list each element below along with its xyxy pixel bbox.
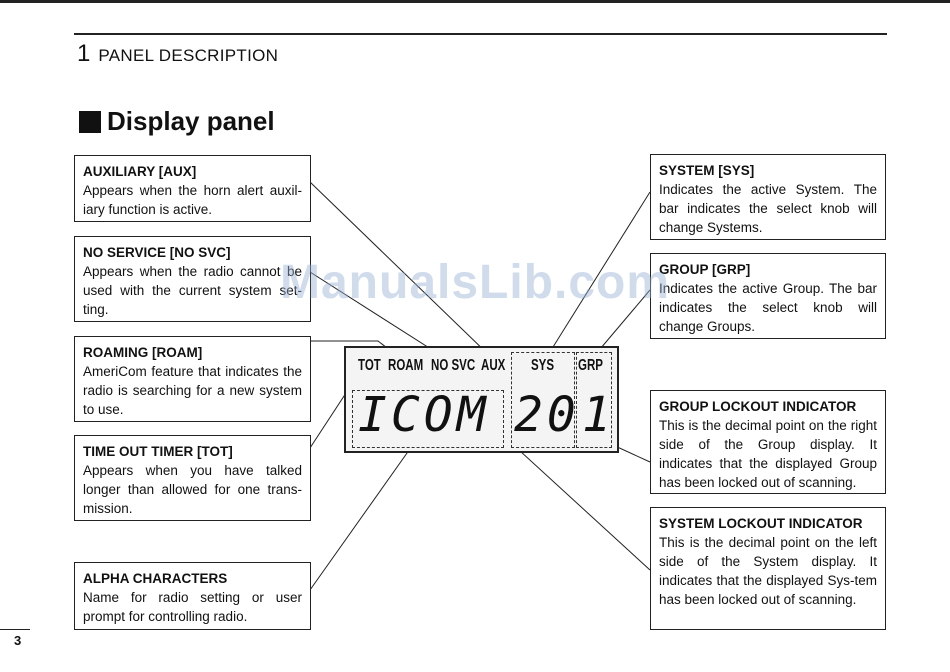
page-number-rule [0, 629, 30, 630]
page-number: 3 [14, 633, 22, 648]
leader-syslock [508, 440, 650, 570]
callout-aux-body: Appears when the horn alert auxil-iary function is active. [83, 183, 302, 217]
callout-grp-body: Indicates the active Group. The bar indicates the select knob will change Groups. [659, 281, 877, 334]
callout-nosvc-title: NO SERVICE [NO SVC] [83, 245, 231, 260]
section-number: 1 [77, 40, 91, 67]
section-title: PANEL DESCRIPTION [98, 46, 279, 65]
lcd-sys-indicator: SYS [531, 357, 555, 374]
callout-aux-title: AUXILIARY [AUX] [83, 164, 197, 179]
page-title: Display panel [107, 106, 275, 136]
callout-aux [74, 155, 311, 222]
lcd-nosvc-indicator: NO SVC [431, 357, 476, 374]
callout-syslock [650, 507, 886, 630]
callout-alpha-body: Name for radio setting or user prompt for controlling radio. [83, 590, 302, 624]
callout-tot-body: Appears when you have talked longer than allowed for one trans-mission. [83, 463, 302, 516]
callout-tot [74, 435, 311, 521]
callout-syslock-body: This is the decimal point on the left side of the System display. It indicates that the displayed Sys-tem has been locked out of scanning. [659, 535, 877, 607]
callout-nosvc [74, 236, 311, 322]
callout-syslock-title: SYSTEM LOCKOUT INDICATOR [659, 516, 863, 531]
callout-nosvc-body: Appears when the radio cannot be used with the current system set-ting. [83, 264, 302, 317]
callout-roam-body: AmeriCom feature that indicates the radio is searching for a new system to use. [83, 364, 302, 417]
callout-grp-title: GROUP [GRP] [659, 262, 751, 277]
callout-grplock-body: This is the decimal point on the right side of the Group display. It indicates that the displayed Group has been locked out of scanning. [659, 418, 877, 490]
lcd-group-digit: 1 [582, 387, 615, 443]
callout-roam-title: ROAMING [ROAM] [83, 345, 203, 360]
callout-grplock-title: GROUP LOCKOUT INDICATOR [659, 399, 857, 414]
lcd-aux-indicator: AUX [481, 357, 506, 374]
lcd-alpha-characters: ICOM [358, 387, 490, 443]
lcd-roam-indicator: ROAM [388, 357, 424, 374]
callout-alpha-title: ALPHA CHARACTERS [83, 571, 228, 586]
leader-alpha [310, 446, 412, 590]
watermark: ManualsLib.com [280, 256, 671, 309]
callout-grplock [650, 390, 886, 494]
callout-grp [650, 253, 886, 339]
lcd-display [344, 346, 619, 453]
lcd-system-digits: 20 [514, 387, 580, 443]
lcd-tot-indicator: TOT [358, 357, 381, 374]
callout-sys [650, 154, 886, 240]
lcd-grp-indicator: GRP [578, 357, 603, 374]
callout-sys-title: SYSTEM [SYS] [659, 163, 755, 178]
callout-sys-body: Indicates the active System. The bar indicates the select knob will change Systems. [659, 182, 877, 235]
callout-tot-title: TIME OUT TIMER [TOT] [83, 444, 233, 459]
callout-alpha [74, 562, 311, 630]
callout-roam [74, 336, 311, 422]
